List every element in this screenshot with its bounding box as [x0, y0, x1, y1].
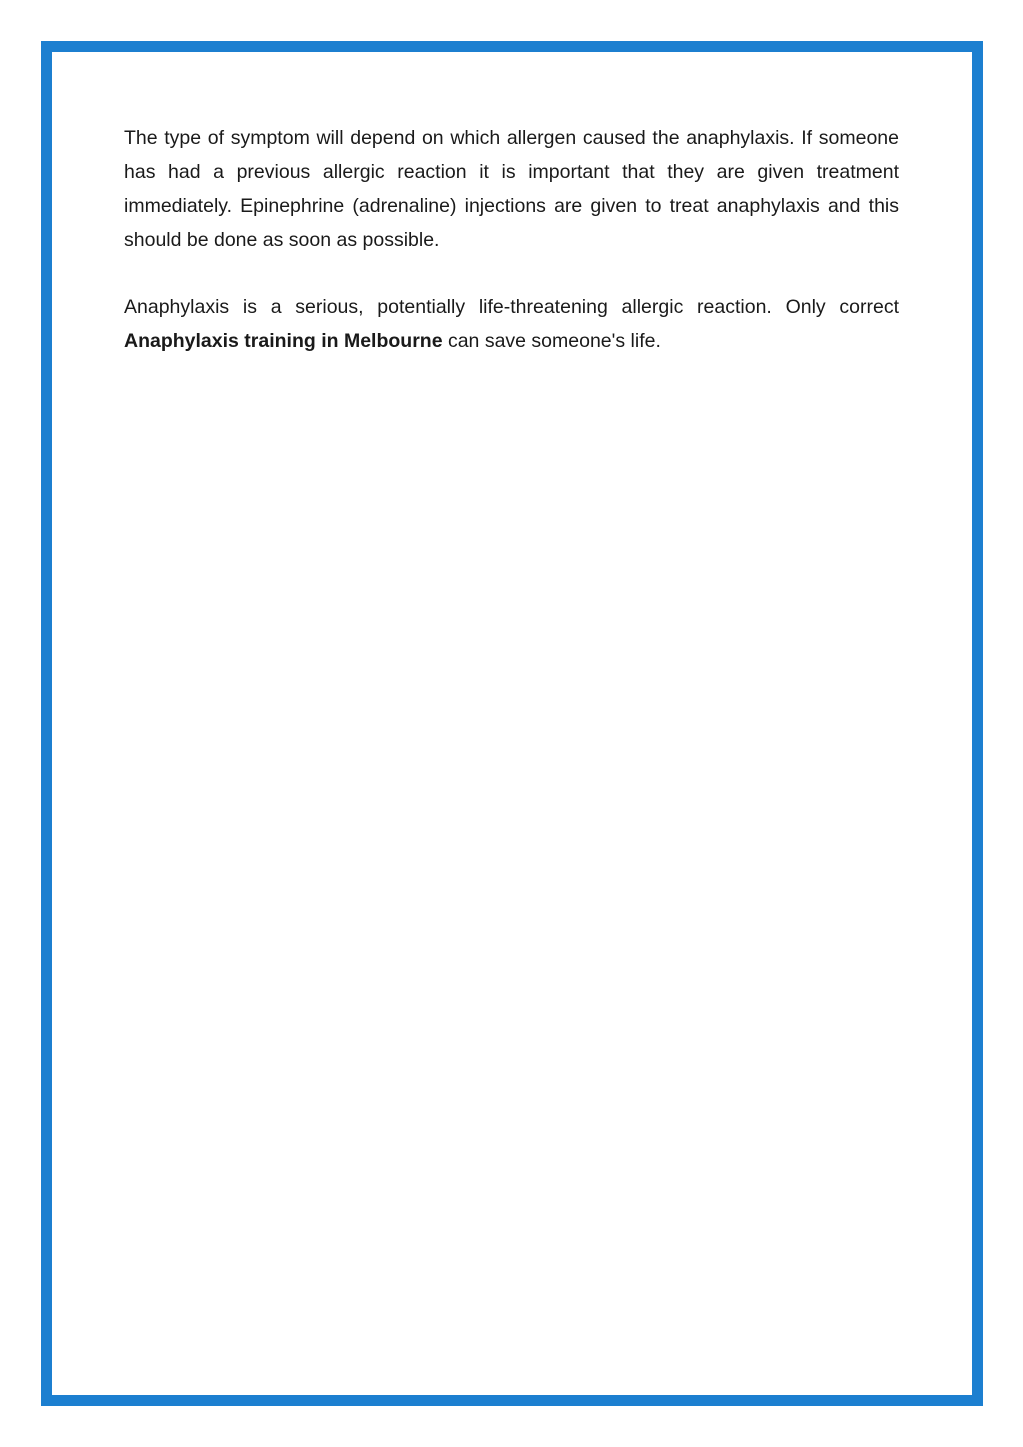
training-keyword: Anaphylaxis training in Melbourne [124, 330, 443, 352]
document-body [124, 121, 899, 391]
paragraph-training [124, 290, 899, 358]
paragraph-training-intro: Anaphylaxis is a serious, potentially life-threatening allergic reaction. Only correct [124, 296, 899, 318]
paragraph-symptoms: The type of symptom will depend on which allergen caused the anaphylaxis. If someone has had a previous allergic reaction it is important that they are given treatment immediately. Epinephrine (adrenaline) injections are given to treat anaphylaxis and this should be done as soon as possible. [124, 127, 899, 251]
paragraph-training-outro: can save someone's life. [442, 330, 661, 352]
